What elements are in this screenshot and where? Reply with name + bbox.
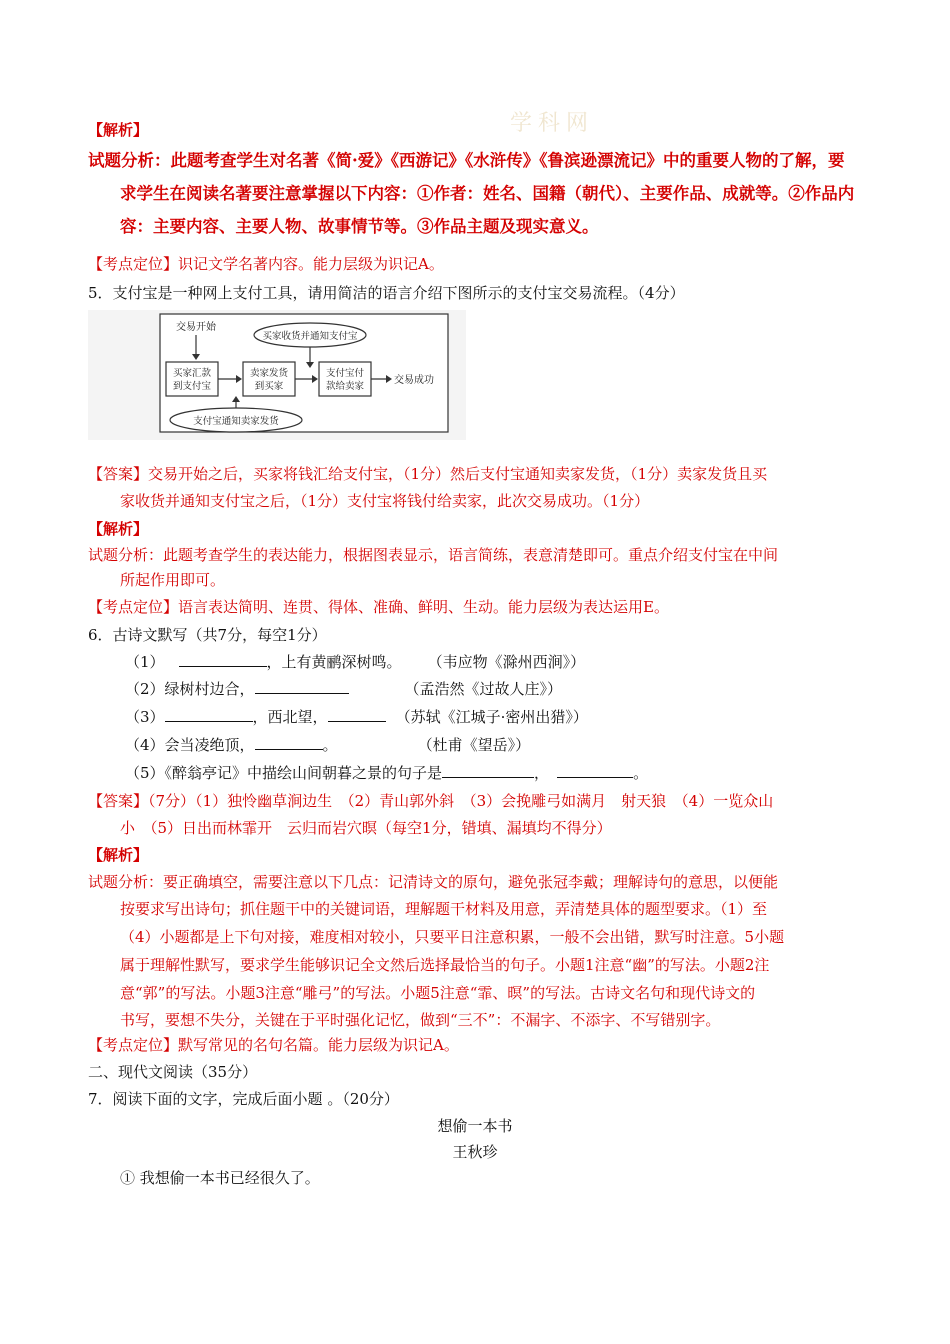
flow-box-1-line-2: 到支付宝 <box>172 381 212 392</box>
answer-line: 【答案】（7分）（1）独怜幽草涧边生 （2）青山郭外斜 （3）会挽雕弓如满月 射天狼 （4）一览众山 <box>88 792 774 810</box>
article-title: 想偷一本书 <box>437 1117 513 1135</box>
item-label: （4）会当凌绝顶， <box>125 736 255 754</box>
watermark: 学科网 <box>510 111 595 136</box>
flow-box-3-line-1: 支付宝付 <box>325 368 365 379</box>
item-text: ， <box>534 764 550 782</box>
section-heading: 二、现代文阅读（35分） <box>88 1063 258 1081</box>
answer-line: 小 （5）日出而林霏开 云归而岩穴暝（每空1分，错填、漏填均不得分） <box>120 819 612 837</box>
article-paragraph: ① 我想偷一本书已经很久了。 <box>120 1169 320 1187</box>
item-label: （2）绿树村边合， <box>125 680 255 698</box>
item-source: （韦应物《滁州西涧》） <box>427 653 586 671</box>
item-4 <box>125 735 530 755</box>
question-6-stem: 6．古诗文默写（共7分，每空1分） <box>88 626 327 644</box>
item-source: （苏轼《江城子·密州出猎》） <box>395 708 588 726</box>
analysis-line: （4）小题都是上下句对接，难度相对较小，只要平日注意积累，一般不会出错，默写时注意。5小题 <box>120 928 785 946</box>
fill-blank[interactable] <box>557 763 633 778</box>
question-5-stem: 5．支付宝是一种网上支付工具，请用简洁的语言介绍下图所示的支付宝交易流程。（4分） <box>88 284 685 302</box>
analysis-line: 所起作用即可。 <box>120 571 226 589</box>
analysis-line: 意“郭”的写法。小题3注意“雕弓”的写法。小题5注意“霏、暝”的写法。古诗文名句和现代诗文的 <box>120 984 756 1002</box>
flow-box-2-line-1: 卖家发货 <box>249 368 289 379</box>
analysis-line: 试题分析：要正确填空，需要注意以下几点：记清诗文的原句，避免张冠李戴；理解诗句的意思，以便能 <box>88 873 779 891</box>
item-label: （5）《醉翁亭记》中描绘山间朝暮之景的句子是 <box>125 764 443 782</box>
question-7-stem: 7．阅读下面的文字，完成后面小题 。（20分） <box>88 1090 399 1108</box>
analysis-line: 属于理解性默写，要求学生能够识记全文然后选择最恰当的句子。小题1注意“幽”的写法。小题2注 <box>120 956 770 974</box>
fill-blank[interactable] <box>442 763 534 778</box>
flow-start-label: 交易开始 <box>176 322 216 333</box>
item-source: （杜甫《望岳》） <box>417 736 531 754</box>
item-1 <box>125 652 585 672</box>
analysis-line: 试题分析：此题考查学生对名著《简·爱》《西游记》《水浒传》《鲁滨逊漂流记》中的重要人物的了解，要 <box>88 151 845 170</box>
knowledge-point: 【考点定位】识记文学名著内容。能力层级为识记A。 <box>88 255 444 273</box>
item-label: （1） <box>125 653 165 671</box>
flow-box-1-line-1: 买家汇款 <box>172 368 212 379</box>
fill-blank[interactable] <box>179 652 267 667</box>
fill-blank[interactable] <box>255 679 349 694</box>
fill-blank[interactable] <box>165 707 253 722</box>
analysis-line: 书写，要想不失分，关键在于平时强化记忆，做到“三不”：不漏字、不添字、不写错别字。 <box>120 1011 721 1029</box>
item-text: 。 <box>633 764 649 782</box>
item-label: （3） <box>125 708 165 726</box>
knowledge-point: 【考点定位】语言表达简明、连贯、得体、准确、鲜明、生动。能力层级为表达运用E。 <box>88 598 669 616</box>
analysis-line: 容：主要内容、主要人物、故事情节等。③作品主题及现实意义。 <box>120 217 599 236</box>
knowledge-point: 【考点定位】默写常见的名句名篇。能力层级为识记A。 <box>88 1036 459 1054</box>
analysis-tag: 【解析】 <box>88 846 149 864</box>
flow-box-2-line-2: 到买家 <box>254 381 284 392</box>
item-text: 。 <box>322 736 338 754</box>
analysis-line: 试题分析：此题考查学生的表达能力，根据图表显示，语言简练，表意清楚即可。重点介绍支付宝在中间 <box>88 546 779 564</box>
item-text: ，西北望， <box>252 708 328 726</box>
item-2 <box>125 679 562 699</box>
alipay-notify-label: 支付宝通知卖家发货 <box>193 416 279 427</box>
item-source: （孟浩然《过故人庄》） <box>404 680 563 698</box>
alipay-flow-diagram <box>88 310 466 440</box>
item-3 <box>125 707 588 727</box>
flow-box-3-line-2: 款给卖家 <box>325 381 365 392</box>
item-5 <box>125 763 648 783</box>
article-author: 王秋珍 <box>452 1143 498 1161</box>
fill-blank[interactable] <box>328 707 386 722</box>
answer-line: 【答案】交易开始之后，买家将钱汇给支付宝，（1分）然后支付宝通知卖家发货，（1分）卖家发货且买 <box>88 465 768 483</box>
analysis-tag: 【解析】 <box>88 520 149 538</box>
flow-success-label: 交易成功 <box>394 375 434 386</box>
analysis-line: 求学生在阅读名著要注意掌握以下内容：①作者：姓名、国籍（朝代）、主要作品、成就等。②作品内 <box>120 184 855 203</box>
analysis-line: 按要求写出诗句；抓住题干中的关键词语，理解题干材料及用意，弄清楚具体的题型要求。（1）至 <box>120 900 768 918</box>
answer-line: 家收货并通知支付宝之后，（1分）支付宝将钱付给卖家，此次交易成功。（1分） <box>120 492 650 510</box>
fill-blank[interactable] <box>255 735 323 750</box>
analysis-tag: 【解析】 <box>88 121 149 139</box>
buyer-notify-label: 买家收货并通知支付宝 <box>262 331 358 342</box>
item-text: ，上有黄鹂深树鸣。 <box>266 653 402 671</box>
